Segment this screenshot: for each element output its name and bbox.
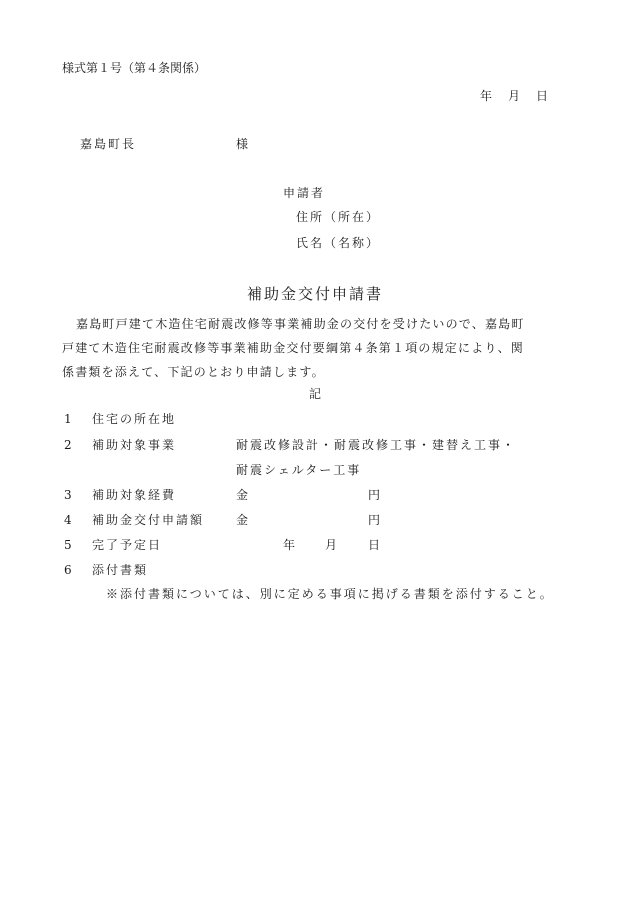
date-day: 日 <box>535 89 550 103</box>
form-number: 様式第１号（第４条関係） <box>62 61 207 75</box>
item-number: 4 <box>64 513 72 527</box>
body-line-2: 戸建て木造住宅耐震改修等事業補助金交付要綱第４条第１項の規定により、関 <box>62 341 525 355</box>
applicant-label: 申請者 <box>283 186 326 200</box>
item-label: 補助金交付申請額 <box>92 513 205 527</box>
item-value: 耐震改修設計・耐震改修工事・建替え工事・ <box>236 438 517 452</box>
item-label: 添付書類 <box>92 563 149 577</box>
body-line-3: 係書類を添えて、下記のとおり申請します。 <box>62 365 325 379</box>
attachment-note: ※添付書類については、別に定める事項に掲げる書類を添付すること。 <box>106 587 554 601</box>
date-year: 年 <box>479 89 494 103</box>
applicant-address-label: 住所（所在） <box>296 210 381 224</box>
completion-day: 日 <box>368 538 381 552</box>
applicant-name-label: 氏名（名称） <box>296 236 381 250</box>
item-number: 5 <box>64 538 72 552</box>
completion-month: 月 <box>325 538 338 552</box>
amount-unit: 円 <box>368 488 381 502</box>
item-number: 1 <box>64 412 72 426</box>
submission-date <box>466 90 550 102</box>
addressee-name: 嘉島町長 <box>80 137 137 151</box>
item-label: 補助対象事業 <box>92 438 177 452</box>
addressee-honorific: 様 <box>236 137 249 151</box>
body-line-1: 嘉島町戸建て木造住宅耐震改修等事業補助金の交付を受けたいので、嘉島町 <box>76 317 525 331</box>
item-number: 2 <box>64 438 72 452</box>
amount-prefix: 金 <box>236 513 251 527</box>
amount-unit: 円 <box>368 513 381 527</box>
item-label: 完了予定日 <box>92 538 163 552</box>
document-title: 補助金交付申請書 <box>246 285 383 303</box>
item-label: 補助対象経費 <box>92 488 177 502</box>
item-number: 3 <box>64 488 72 502</box>
amount-prefix: 金 <box>236 488 251 502</box>
item-number: 6 <box>64 563 72 577</box>
completion-year: 年 <box>283 538 296 552</box>
body-paragraph <box>62 312 572 384</box>
ki-heading: 記 <box>308 387 321 401</box>
date-month: 月 <box>507 89 522 103</box>
item-label: 住宅の所在地 <box>92 412 177 426</box>
item-value: 耐震シェルター工事 <box>236 463 362 477</box>
